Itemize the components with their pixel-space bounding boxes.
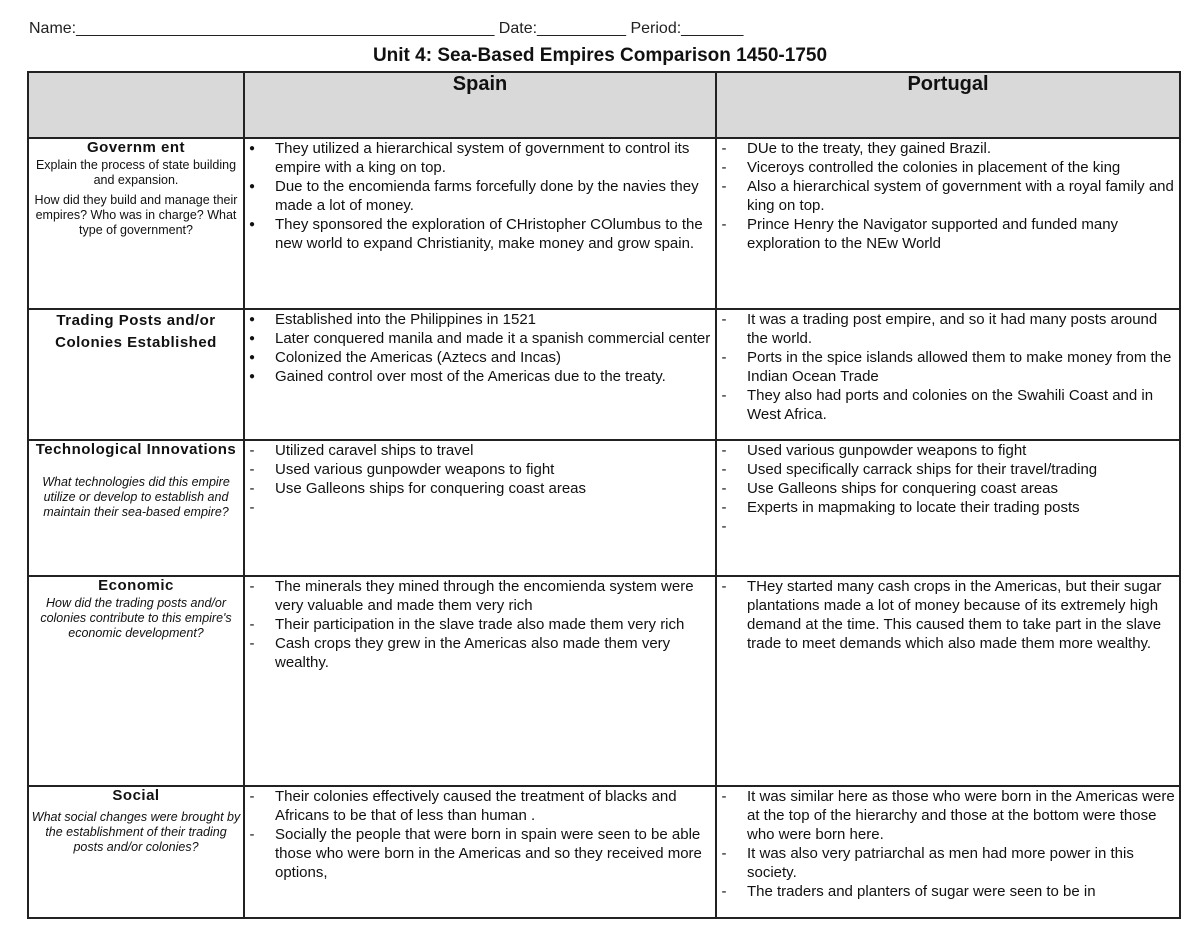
table-header-row	[28, 72, 1180, 138]
list-item-text: Cash crops they grew in the Americas also made them very wealthy.	[275, 635, 671, 671]
list-item	[717, 441, 1179, 460]
dash-marker: -	[721, 883, 727, 900]
list-item	[245, 329, 715, 348]
dash-marker: -	[721, 461, 727, 478]
list-item	[245, 177, 715, 215]
cell-spain-social	[244, 786, 716, 918]
comparison-table	[27, 71, 1181, 919]
list-item-text: They sponsored the exploration of CHristopher COlumbus to the new world to expand Christianity, make money and grow spain.	[275, 216, 703, 252]
list-item-text: Also a hierarchical system of government with a royal family and king on top.	[747, 178, 1174, 214]
row-subtitle: Explain the process of state building and expansion.	[35, 158, 237, 187]
dash-marker: -	[721, 499, 727, 516]
list-item-text: The traders and planters of sugar were seen to be in	[747, 883, 1096, 900]
bullet-marker: ●	[248, 333, 256, 344]
row-question: How did they build and manage their empires? Who was in charge? What type of government?	[34, 193, 238, 237]
dash-marker: -	[249, 499, 255, 516]
list-item	[245, 577, 715, 615]
list-item	[245, 215, 715, 253]
list-item	[717, 386, 1179, 424]
dash-marker: -	[721, 788, 727, 805]
dash-marker: -	[721, 578, 727, 595]
list-item	[717, 310, 1179, 348]
dash-marker: -	[249, 616, 255, 633]
list-item	[245, 479, 715, 498]
dash-marker: -	[249, 480, 255, 497]
list-item	[717, 479, 1179, 498]
dash-marker: -	[721, 140, 727, 157]
dash-marker: -	[721, 480, 727, 497]
list-item-text: Viceroys controlled the colonies in placement of the king	[747, 159, 1121, 176]
list-item-text: Utilized caravel ships to travel	[275, 442, 474, 459]
cell-spain-economic	[244, 576, 716, 786]
dash-marker: -	[249, 578, 255, 595]
dash-marker: -	[721, 387, 727, 404]
list-item	[717, 215, 1179, 253]
list-item-text: It was a trading post empire, and so it had many posts around the world.	[747, 311, 1158, 347]
dash-marker: -	[721, 442, 727, 459]
column-header-spain: Spain	[244, 72, 716, 138]
row-header-economic	[28, 576, 244, 786]
dash-marker: -	[721, 349, 727, 366]
row-title: Social	[112, 787, 160, 804]
list-item	[245, 310, 715, 329]
clipped-content	[717, 787, 1179, 907]
list-item	[717, 177, 1179, 215]
list-item-text: Use Galleons ships for conquering coast areas	[747, 480, 1059, 497]
list-item-text: DUe to the treaty, they gained Brazil.	[747, 140, 992, 157]
dash-marker: -	[721, 178, 727, 195]
bullet-marker: ●	[248, 314, 256, 325]
list-item	[717, 787, 1179, 844]
row-economic	[28, 576, 1180, 786]
row-question: What technologies did this empire utilize or develop to establish and maintain their sea-based empire?	[42, 475, 230, 519]
list-item-text: Experts in mapmaking to locate their trading posts	[747, 499, 1080, 516]
row-question: How did the trading posts and/or colonies contribute to this empire's economic development?	[40, 596, 232, 640]
dash-marker: -	[721, 311, 727, 328]
row-question: What social changes were brought by the establishment of their trading posts and/or colonies?	[31, 810, 241, 854]
dash-list	[245, 787, 715, 882]
dash-list	[717, 441, 1179, 535]
list-item	[717, 498, 1179, 517]
list-item-text: Prince Henry the Navigator supported and funded many exploration to the NEw World	[747, 216, 1119, 252]
dash-marker: -	[249, 788, 255, 805]
row-title: Trading Posts and/or Colonies Established	[55, 312, 217, 351]
list-item-text: Gained control over most of the Americas due to the treaty.	[275, 368, 666, 385]
list-item-text: THey started many cash crops in the Americas, but their sugar plantations made a lot of money because of its extremely high demand at the time. This caused them to take part in the slave trade to meet demands which also made them more wealthy.	[747, 578, 1162, 652]
list-item	[717, 158, 1179, 177]
list-item-text: They utilized a hierarchical system of government to control its empire with a king on top.	[275, 140, 690, 176]
list-item	[717, 882, 1179, 901]
dash-marker: -	[721, 845, 727, 862]
row-government	[28, 138, 1180, 309]
list-item	[717, 348, 1179, 386]
dash-list	[245, 577, 715, 672]
cell-portugal-technology	[716, 440, 1180, 576]
list-item	[717, 577, 1179, 653]
dash-marker: -	[249, 461, 255, 478]
list-item	[245, 441, 715, 460]
corner-cell	[28, 72, 244, 138]
dash-marker: -	[249, 826, 255, 843]
bullet-list	[245, 310, 715, 386]
row-header-trading	[28, 309, 244, 440]
cell-spain-government	[244, 138, 716, 309]
dash-list	[245, 441, 715, 516]
document-title: Unit 4: Sea-Based Empires Comparison 1450-1750	[372, 45, 828, 66]
dash-marker: -	[249, 635, 255, 652]
bullet-marker: ●	[248, 143, 256, 154]
cell-portugal-government	[716, 138, 1180, 309]
cell-spain-technology	[244, 440, 716, 576]
cell-portugal-social	[716, 786, 1180, 918]
list-item	[245, 615, 715, 634]
list-item	[245, 460, 715, 479]
row-trading	[28, 309, 1180, 440]
list-item-text: Due to the encomienda farms forcefully done by the navies they made a lot of money.	[275, 178, 699, 214]
list-item-text: Their participation in the slave trade also made them very rich	[275, 616, 685, 633]
list-item	[717, 844, 1179, 882]
list-item	[245, 367, 715, 386]
bullet-list	[245, 139, 715, 253]
bullet-marker: ●	[248, 352, 256, 363]
list-item-text: It was also very patriarchal as men had more power in this society.	[747, 845, 1134, 881]
dash-list	[717, 139, 1179, 253]
row-title: Technological Innovations	[35, 441, 237, 458]
dash-marker: -	[249, 442, 255, 459]
row-header-technology	[28, 440, 244, 576]
bullet-marker: ●	[248, 371, 256, 382]
bullet-marker: ●	[248, 181, 256, 192]
list-item	[717, 139, 1179, 158]
list-item-text: Used various gunpowder weapons to fight	[747, 442, 1027, 459]
dash-marker: -	[721, 518, 727, 535]
row-header-government	[28, 138, 244, 309]
list-item	[245, 348, 715, 367]
list-item-text: Ports in the spice islands allowed them to make money from the Indian Ocean Trade	[747, 349, 1172, 385]
cell-portugal-trading	[716, 309, 1180, 440]
student-info-line: Name:_______________________________________________ Date:__________ Period:_______	[29, 20, 744, 37]
list-item-text: Used various gunpowder weapons to fight	[275, 461, 555, 478]
list-item	[245, 825, 715, 882]
list-item-text: Later conquered manila and made it a spanish commercial center	[275, 330, 711, 347]
dash-list	[717, 577, 1179, 653]
dash-list	[717, 310, 1179, 424]
list-item-text: Use Galleons ships for conquering coast areas	[275, 480, 587, 497]
list-item	[245, 634, 715, 672]
row-technology	[28, 440, 1180, 576]
list-item-text: They also had ports and colonies on the Swahili Coast and in West Africa.	[747, 387, 1154, 423]
list-item	[245, 139, 715, 177]
dash-list	[717, 787, 1179, 901]
cell-portugal-economic	[716, 576, 1180, 786]
list-item-text: It was similar here as those who were born in the Americas were at the top of the hierarchy and those at the bottom were those who were born here.	[747, 788, 1175, 843]
list-item-text: Socially the people that were born in spain were seen to be able those who were born in the Americas and so they received more options,	[275, 826, 702, 881]
row-header-social	[28, 786, 244, 918]
row-social	[28, 786, 1180, 918]
list-item	[245, 787, 715, 825]
dash-marker: -	[721, 159, 727, 176]
row-title: Economic	[98, 577, 174, 594]
list-item-text: The minerals they mined through the encomienda system were very valuable and made them very rich	[275, 578, 694, 614]
column-header-portugal: Portugal	[716, 72, 1180, 138]
list-item-text: Established into the Philippines in 1521	[275, 311, 537, 328]
bullet-marker: ●	[248, 219, 256, 230]
row-title: Governm ent	[86, 139, 186, 156]
dash-marker: -	[721, 216, 727, 233]
list-item-text: Used specifically carrack ships for their travel/trading	[747, 461, 1098, 478]
list-item-text: Colonized the Americas (Aztecs and Incas)	[275, 349, 561, 366]
list-item	[717, 460, 1179, 479]
cell-spain-trading	[244, 309, 716, 440]
list-item-text: Their colonies effectively caused the treatment of blacks and Africans to be that of less than human .	[275, 788, 677, 824]
